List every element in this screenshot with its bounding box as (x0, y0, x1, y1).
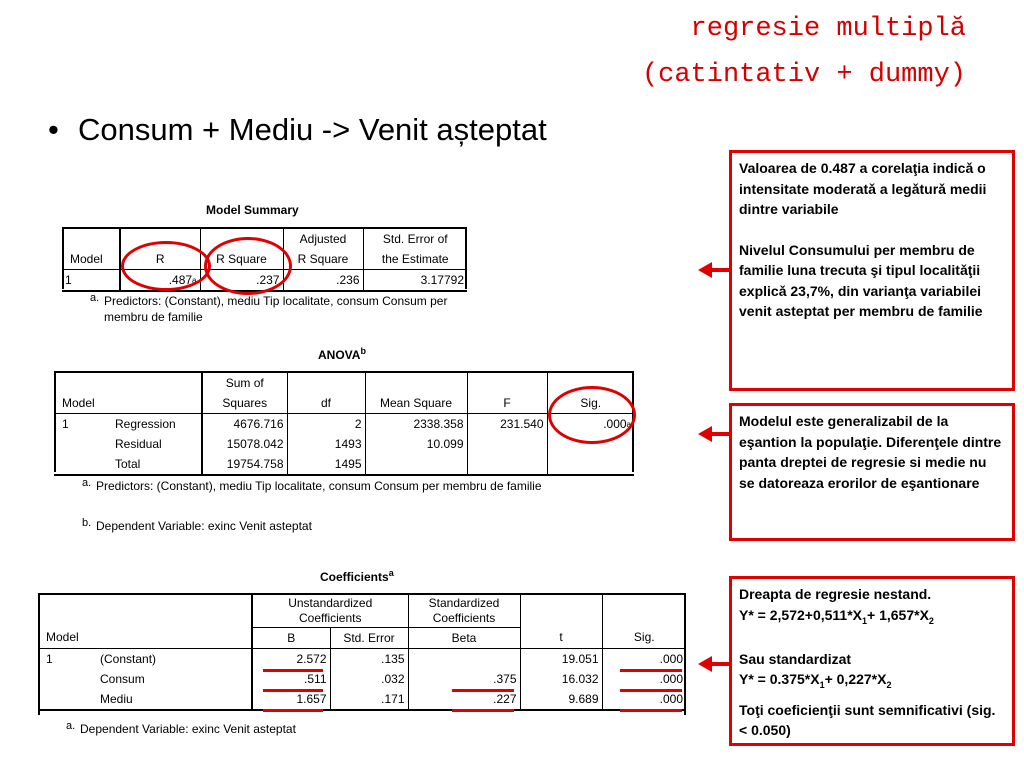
cell-r-square: .237 (200, 270, 283, 292)
eq-subscript: 2 (928, 615, 934, 626)
header-model: Model (54, 393, 202, 414)
cell-sig: .000 (602, 669, 686, 689)
header-r-square: R Square (200, 249, 283, 270)
table-row (54, 434, 634, 454)
sig-value: .000 (603, 416, 627, 431)
box-line: Sau standardizat (739, 650, 852, 667)
coefficients-caption-text: Coefficients (320, 570, 389, 584)
header-model: Model (38, 628, 252, 649)
coefficients-header-row-2 (38, 628, 686, 649)
row-model (38, 689, 96, 710)
eq-subscript: 1 (862, 615, 868, 626)
cell-ms: 10.099 (365, 434, 467, 454)
annotation-box-correlation (729, 150, 1015, 391)
box-paragraph: Valoarea de 0.487 a corelaţia indicǎ o intensitate moderatǎ a legǎturǎ medii dintre variabile (739, 160, 987, 217)
note-label: a. (66, 720, 76, 732)
row-name: Total (112, 454, 202, 475)
header-std-error: Std. Error (330, 628, 408, 649)
row-model: 1 (62, 416, 69, 431)
coefficients-note (66, 720, 480, 737)
header-df: df (287, 393, 365, 414)
anova-note-a (82, 477, 616, 494)
note-label: a. (82, 477, 92, 489)
highlight-ellipse-r (121, 241, 211, 291)
underline-sig-mediu (620, 709, 682, 712)
eq-part: Y* = 0.375*X (739, 671, 820, 688)
model-summary-note (90, 292, 464, 325)
bullet-text: Consum + Mediu -> Venit așteptat (78, 112, 547, 147)
table-row (54, 454, 634, 475)
eq-part: + 0,227*X (824, 671, 887, 688)
r-value: .487 (168, 272, 193, 287)
cell-b: .511 (252, 669, 330, 689)
row-name: Regression (115, 416, 176, 431)
coefficients-header-row-1 (38, 594, 686, 628)
row-model: 1 (62, 270, 120, 292)
underline-b-mediu (263, 709, 323, 712)
note-text: Predictors: (Constant), mediu Tip localitate, consum Consum per membru de familie (96, 479, 542, 493)
header-f: F (467, 393, 547, 414)
cell-df: 2 (287, 414, 365, 435)
header-unstandardized (252, 594, 408, 628)
cell-df: 1495 (287, 454, 365, 475)
row-model (54, 454, 112, 475)
eq-subscript: 1 (819, 680, 825, 691)
cell-t: 9.689 (520, 689, 602, 710)
anova-caption-sup: b (360, 346, 366, 356)
table-row (38, 689, 686, 710)
slide-title-line2: (catintativ + dummy) (641, 60, 966, 90)
cell-se: .171 (330, 689, 408, 710)
header-std-bottom: Coefficients (432, 611, 496, 625)
cell-ss: 19754.758 (202, 454, 287, 475)
note-label: b. (82, 517, 92, 529)
cell-b: 2.572 (252, 649, 330, 670)
highlight-ellipse-r-square (204, 237, 292, 295)
model-summary-caption: Model Summary (206, 203, 299, 217)
underline-sig-consum (620, 689, 682, 692)
header-adjusted-top: Adjusted (283, 228, 363, 249)
cell-f (467, 454, 547, 475)
eq-part: + 1,657*X (867, 606, 929, 623)
cell-f: 231.540 (467, 414, 547, 435)
cell-se: .032 (330, 669, 408, 689)
coefficients-table (38, 593, 686, 711)
cell-ss: 15078.042 (202, 434, 287, 454)
cell-sig: .000 (602, 689, 686, 710)
anova-header-row-1 (54, 372, 634, 393)
underline-sig-constant (620, 669, 682, 672)
box-line: Dreapta de regresie nestand. (739, 586, 932, 602)
header-ss-top: Sum of (202, 372, 287, 393)
row-model: 1 (46, 651, 53, 666)
cell-sig: .000 (602, 649, 686, 670)
header-ss-bottom: Squares (202, 393, 287, 414)
underline-b-constant (263, 669, 323, 672)
eq-subscript: 2 (886, 680, 892, 691)
table-row (38, 649, 686, 670)
cell-t: 19.051 (520, 649, 602, 670)
header-beta: Beta (408, 628, 520, 649)
header-unstd-top: Unstandardized (288, 596, 373, 610)
header-mean-square: Mean Square (365, 393, 467, 414)
anova-table (54, 371, 634, 476)
note-label: a. (90, 292, 100, 304)
row-name: Mediu (96, 689, 252, 710)
equation-unstandardized (739, 605, 1005, 631)
anova-caption-text: ANOVA (318, 348, 361, 362)
underline-beta-mediu (452, 709, 514, 712)
header-sig: Sig. (602, 628, 686, 649)
cell-sig (547, 454, 634, 475)
cell-ms: 2338.358 (365, 414, 467, 435)
row-model (54, 434, 112, 454)
header-adjusted-bottom: R Square (283, 249, 363, 270)
table-row (54, 414, 634, 435)
row-name: Residual (115, 436, 162, 451)
cell-f (467, 434, 547, 454)
annotation-box-coefficients (729, 576, 1015, 746)
bullet-point (48, 112, 547, 148)
cell-beta: .375 (408, 669, 520, 689)
cell-std-error: 3.17792 (363, 270, 467, 292)
highlight-ellipse-anova-sig (548, 386, 636, 444)
header-r: R (120, 249, 200, 270)
box-line: Toţi coeficienţii sunt semnificativi (sig. < 0.050) (739, 701, 996, 739)
cell-df: 1493 (287, 434, 365, 454)
row-model (38, 669, 96, 689)
bullet-dot-icon: • (48, 112, 59, 147)
coefficients-caption-sup: a (388, 568, 394, 578)
annotation-box-anova (729, 403, 1015, 541)
header-model: Model (62, 249, 120, 270)
anova-note-b (82, 517, 616, 534)
row-name: (Constant) (100, 651, 157, 666)
eq-part: Y* = 2,572+0,511*X (739, 606, 862, 623)
cell-ms (365, 454, 467, 475)
coefficients-caption (320, 568, 394, 584)
header-t: t (520, 628, 602, 649)
cell-se: .135 (330, 649, 408, 670)
note-text: Predictors: (Constant), mediu Tip localitate, consum Consum per membru de familie (104, 294, 448, 324)
anova-header-row-2 (54, 393, 634, 414)
header-unstd-bottom: Coefficients (299, 611, 362, 625)
cell-adjusted-r-square: .236 (283, 270, 363, 292)
cell-t: 16.032 (520, 669, 602, 689)
cell-beta: .227 (408, 689, 520, 710)
table-row (38, 669, 686, 689)
box-paragraph: Modelul este generalizabil de la eşantion la populaţie. Diferenţele dintre panta dreptei de regresie si medie nu se datoreaza erorilor de eşantionare (739, 413, 1002, 491)
header-sig: Sig. (547, 393, 634, 414)
cell-beta (408, 649, 520, 670)
underline-beta-consum (452, 689, 514, 692)
header-std-top: Standardized (428, 596, 500, 610)
equation-standardized (739, 669, 1005, 695)
underline-b-consum (263, 689, 323, 692)
r-footnote-mark: a (192, 275, 197, 285)
header-b: B (252, 628, 330, 649)
slide-title-line1: regresie multiplă (690, 14, 966, 44)
note-text: Dependent Variable: exinc Venit asteptat (96, 519, 312, 533)
box-paragraph: Nivelul Consumului per membru de familie luna trecuta şi tipul localitǎţii explicǎ 23,7%, din varianţa variabilei venit asteptat per membru de familie (739, 241, 983, 319)
cell-b: 1.657 (252, 689, 330, 710)
sig-footnote-mark: a (626, 419, 631, 429)
cell-ss: 4676.716 (202, 414, 287, 435)
anova-caption (318, 346, 366, 362)
header-standardized (408, 594, 520, 628)
header-std-error-top: Std. Error of (363, 228, 467, 249)
note-text: Dependent Variable: exinc Venit asteptat (80, 722, 296, 736)
header-std-error-bottom: the Estimate (363, 249, 467, 270)
row-name: Consum (100, 671, 145, 686)
